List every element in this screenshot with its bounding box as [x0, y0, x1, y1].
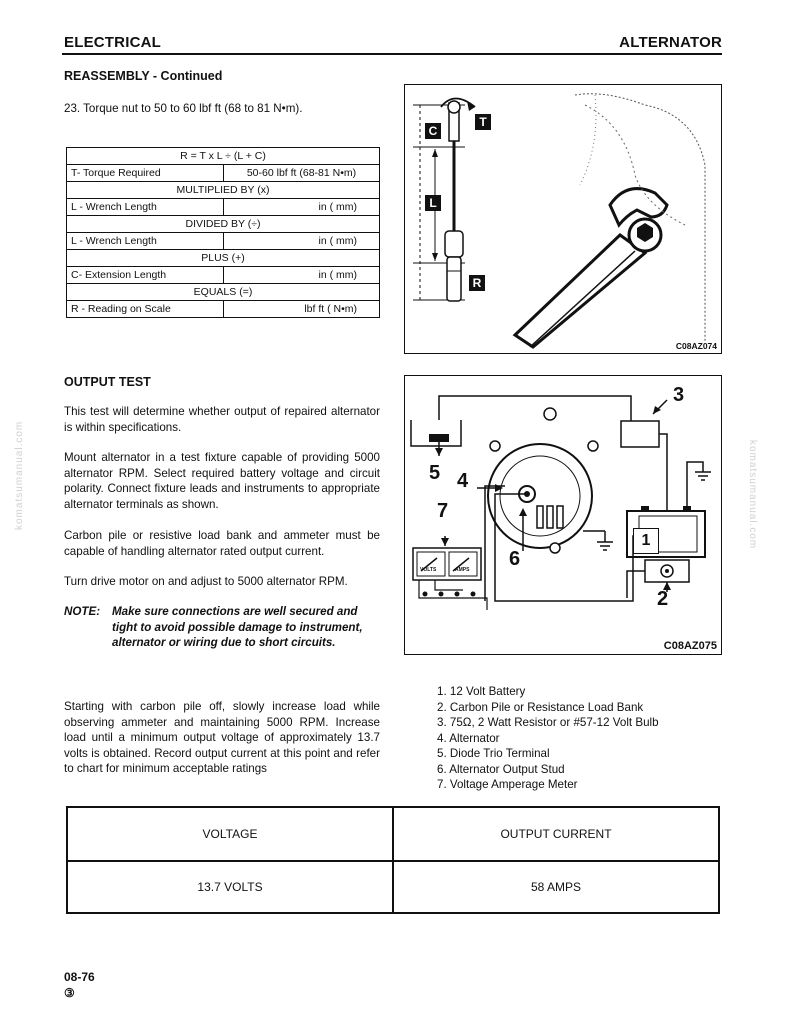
revision-mark: ③ — [64, 986, 75, 1000]
row-operator: PLUS (+) — [67, 250, 380, 267]
label-t: T — [475, 114, 491, 130]
figure-code: C08AZ075 — [663, 640, 717, 652]
row-label: L - Wrench Length — [67, 233, 224, 250]
row-operator: MULTIPLIED BY (x) — [67, 182, 380, 199]
table-row — [67, 199, 380, 216]
circuit-illustration — [405, 376, 721, 654]
output-test-p2: Mount alternator in a test fixture capable of providing 5000 alternator RPM. Select required battery voltage and circuit polarity. Connect fixture leads and instruments to appropriate alternator terminals as shown. — [64, 451, 380, 511]
output-test-title: OUTPUT TEST — [64, 375, 151, 389]
callout-6: 6 — [509, 548, 521, 570]
row-label: T- Torque Required — [67, 165, 224, 182]
volts-meter-label: VOLTS — [420, 567, 437, 573]
label-c: C — [425, 123, 441, 139]
table-row — [67, 267, 380, 284]
note-label: NOTE: — [64, 605, 101, 618]
header-rule — [62, 53, 722, 55]
torque-wrench-illustration — [405, 85, 721, 353]
table-row — [67, 861, 719, 913]
table-row — [67, 165, 380, 182]
figure-code: C08AZ074 — [675, 341, 717, 351]
legend-item: 6. Alternator Output Stud — [437, 762, 565, 776]
callout-5: 5 — [429, 462, 441, 484]
row-label: R - Reading on Scale — [67, 301, 224, 318]
output-test-p4: Turn drive motor on and adjust to 5000 alternator RPM. — [64, 575, 348, 588]
callout-1: 1 — [633, 528, 659, 554]
torque-formula: R = T x L ÷ (L + C) — [67, 148, 380, 165]
label-l: L — [425, 195, 441, 211]
output-test-p1: This test will determine whether output of repaired alternator is within specifications. — [64, 405, 380, 434]
row-value: lbf ft ( N•m) — [224, 301, 380, 318]
watermark-right: komatsumanual.com — [747, 440, 758, 550]
output-test-circuit-figure — [404, 375, 722, 655]
callout-3: 3 — [673, 384, 685, 406]
header-voltage: VOLTAGE — [67, 807, 393, 861]
header-output-current: OUTPUT CURRENT — [393, 807, 719, 861]
legend-item: 4. Alternator — [437, 731, 500, 745]
row-value: in ( mm) — [224, 199, 380, 216]
watermark-left: komatsumanual.com — [14, 420, 25, 530]
table-row — [67, 233, 380, 250]
section-header: ELECTRICAL — [64, 34, 161, 51]
amps-meter-label: AMPS — [455, 567, 470, 573]
legend-item: 1. 12 Volt Battery — [437, 685, 526, 698]
legend-item: 7. Voltage Amperage Meter — [437, 778, 578, 791]
label-r: R — [469, 275, 485, 291]
output-test-p3: Carbon pile or resistive load bank and ammeter must be capable of handling alternator rated output current. — [64, 529, 380, 558]
cell-voltage: 13.7 VOLTS — [67, 861, 393, 913]
legend-item: 5. Diode Trio Terminal — [437, 747, 550, 760]
callout-7: 7 — [437, 500, 449, 522]
reassembly-step: 23. Torque nut to 50 to 60 lbf ft (68 to 81 N•m). — [64, 102, 303, 115]
reassembly-title: REASSEMBLY - Continued — [64, 69, 223, 83]
legend-item: 3. 75Ω, 2 Watt Resistor or #57-12 Volt Bulb — [437, 716, 659, 729]
torque-wrench-figure — [404, 84, 722, 354]
output-current-table — [66, 806, 720, 914]
row-operator: DIVIDED BY (÷) — [67, 216, 380, 233]
note-text: Make sure connections are well secured and tight to avoid possible damage to instrument, alternator or wiring due to short circuits. — [112, 605, 363, 649]
callout-4: 4 — [457, 470, 469, 492]
callout-2: 2 — [657, 588, 669, 610]
torque-table — [66, 147, 380, 318]
row-value: 50-60 lbf ft (68-81 N•m) — [224, 165, 380, 182]
chapter-header: ALTERNATOR — [619, 34, 722, 51]
figure-legend — [437, 684, 659, 793]
row-operator: EQUALS (=) — [67, 284, 380, 301]
row-label: L - Wrench Length — [67, 199, 224, 216]
table-row — [67, 301, 380, 318]
output-test-p5: Starting with carbon pile off, slowly increase load while observing ammeter and maintaining 5000 RPM. Increase load until a minimum output voltage of approximately 13.7 volts is obtained. Record output current at this point and refer to chart for minimum acceptable ratings — [64, 700, 380, 775]
row-label: C- Extension Length — [67, 267, 224, 284]
legend-item: 2. Carbon Pile or Resistance Load Bank — [437, 700, 644, 714]
page-number: 08-76 — [64, 970, 95, 984]
row-value: in ( mm) — [224, 267, 380, 284]
row-value: in ( mm) — [224, 233, 380, 250]
cell-output-current: 58 AMPS — [393, 861, 719, 913]
